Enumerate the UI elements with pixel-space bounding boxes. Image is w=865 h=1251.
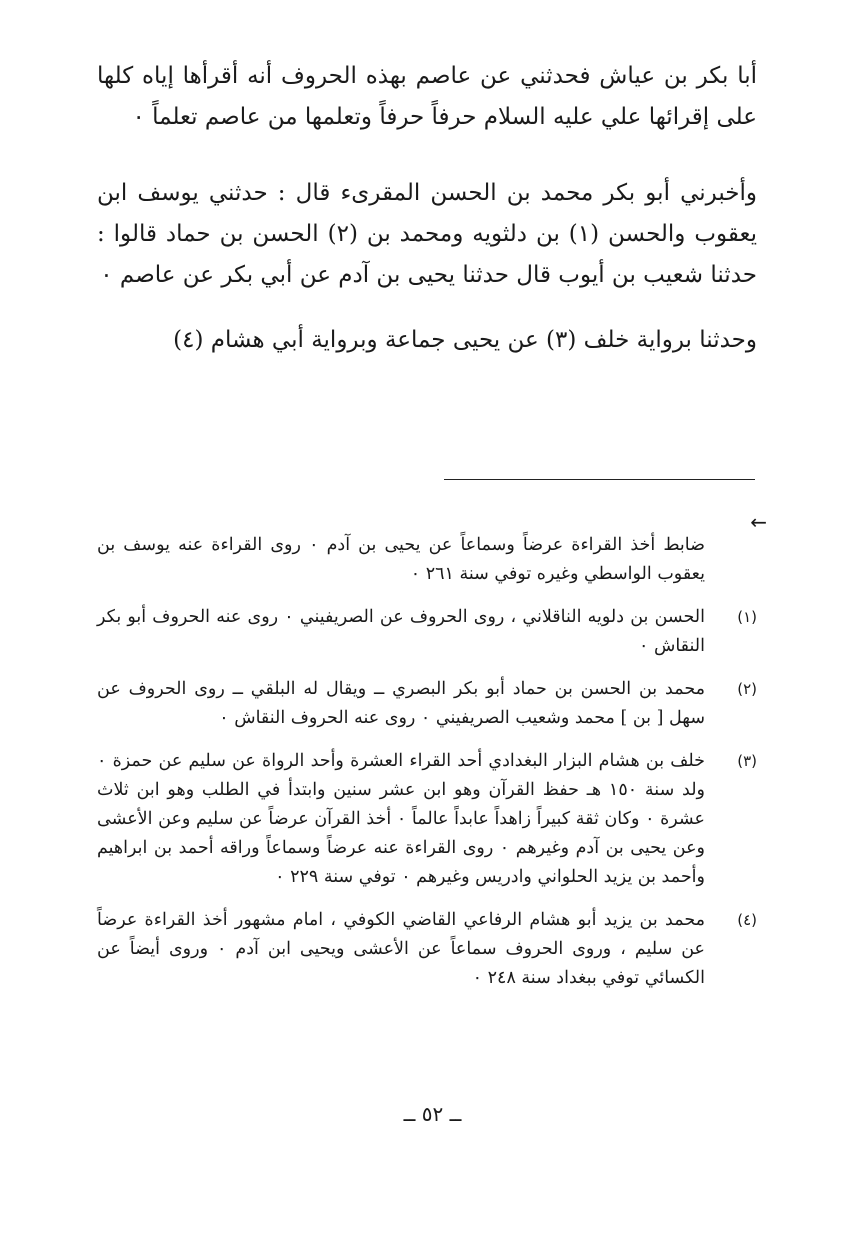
- footnote-3: [97, 747, 757, 892]
- footnote-2: [97, 675, 757, 733]
- footnote-continuation-text: ضابط أخذ القراءة عرضاً وسماعاً عن يحيى بن آدم ٠ روى القراءة عنه يوسف بن يعقوب الواسطي وغيره توفي سنة ٢٦١ ٠: [97, 535, 705, 584]
- footnotes: [97, 531, 757, 1007]
- footnote-number: (٤): [737, 911, 757, 929]
- footnote-text: الحسن بن دلويه الناقلاني ، روى الحروف عن الصريفيني ٠ روى عنه الحروف أبو بكر النقاش ٠: [97, 607, 705, 656]
- paragraph-2: وأخبرني أبو بكر محمد بن الحسن المقرىء قال : حدثني يوسف ابن يعقوب والحسن (١) بن دلثويه ومحمد بن (٢) الحسن بن حماد قالوا : حدثنا شعيب بن أيوب قال حدثنا يحيى بن آدم عن أبي بكر عن عاصم ٠: [97, 180, 758, 288]
- footnote-continuation: [97, 531, 757, 589]
- footnote-text: محمد بن الحسن بن حماد أبو بكر البصري ــ ويقال له البلقي ــ روى الحروف عن سهل [ بن ] محمد وشعيب الصريفيني ٠ روى عنه الحروف النقاش ٠: [97, 679, 705, 728]
- footnote-4: [97, 906, 757, 993]
- footnote-divider: [444, 479, 755, 480]
- paragraph-3: وحدثنا برواية خلف (٣) عن يحيى جماعة وبرواية أبي هشام (٤): [173, 327, 757, 353]
- footnote-number: (٢): [737, 680, 757, 698]
- footnote-text: محمد بن يزيد أبو هشام الرفاعي القاضي الكوفي ، امام مشهور أخذ القراءة عرضاً عن سليم ، وروى الحروف سماعاً عن الأعشى ويحيى ابن آدم ٠ وروى أيضاً عن الكسائي توفي ببغداد سنة ٢٤٨ ٠: [97, 910, 705, 988]
- footnote-number: (١): [737, 608, 757, 626]
- continuation-arrow-icon: ←: [750, 510, 767, 534]
- footnote-text: خلف بن هشام البزار البغدادي أحد القراء العشرة وأحد الرواة عن سليم عن حمزة ٠ ولد سنة ١٥٠ هـ حفظ القرآن وهو ابن عشر سنين وابتدأ في الطلب وهو ابن ثلاث عشرة ٠ وكان ثقة كبيراً زاهداً عابداً عالماً ٠ أخذ القرآن عرضاً عن سليم وعن الأعشى وعن يحيى بن آدم وغيرهم ٠ روى القراءة عنه عرضاً وسماعاً وراقه أحمد بن ابراهيم وأحمد بن يزيد الحلواني وادريس وغيرهم ٠ توفي سنة ٢٢٩ ٠: [97, 751, 706, 887]
- main-text: [97, 56, 757, 361]
- paragraph-1: أبا بكر بن عياش فحدثني عن عاصم بهذه الحروف أنه أقرأها إياه كلها على إقرائها علي عليه السلام حرفاً حرفاً وتعلمها من عاصم تعلماً ٠: [97, 63, 757, 130]
- page-number: ــ ٥٢ ــ: [403, 1102, 462, 1126]
- footnote-1: [97, 603, 757, 661]
- footnote-number: (٣): [737, 752, 757, 770]
